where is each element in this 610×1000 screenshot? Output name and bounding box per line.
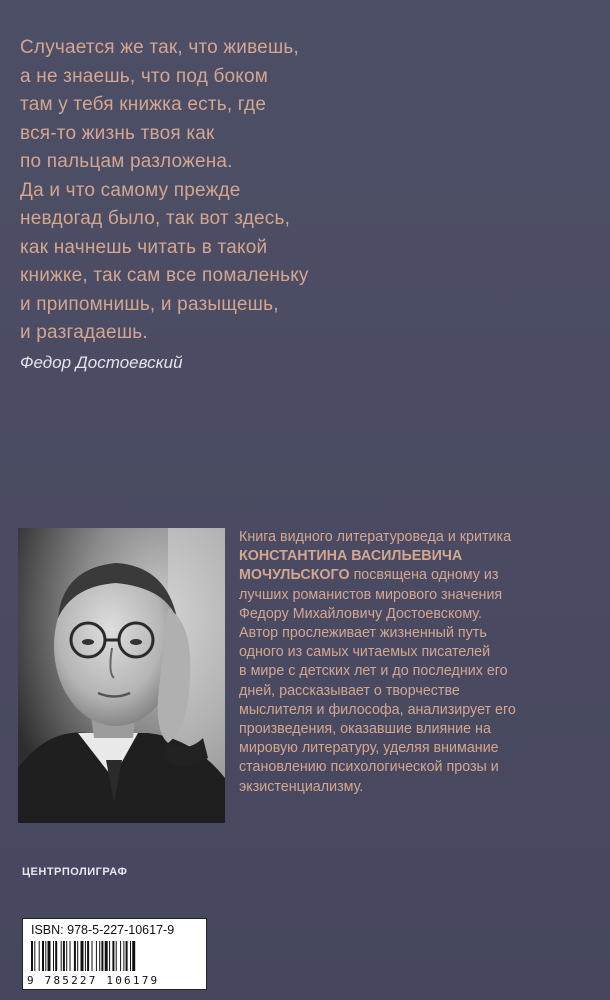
barcode-bar — [74, 941, 76, 971]
quote-line: по пальцам разложена. — [20, 151, 233, 172]
description-line: экзистенциализму. — [239, 778, 364, 795]
quote-line: Да и что самому прежде — [20, 179, 241, 201]
description-line — [239, 547, 599, 566]
barcode-bar — [105, 941, 108, 971]
barcode-bar — [101, 941, 103, 971]
barcode-bar — [77, 941, 78, 971]
quote-line: Случается же так, что живешь, — [20, 37, 299, 58]
quote-line: книжке, так сам все помаленьку — [20, 265, 309, 286]
barcode-bar — [70, 941, 71, 971]
barcode-bar — [53, 941, 54, 971]
barcode-bar — [34, 941, 35, 971]
description-line: в мире с детских лет и до последних его — [239, 663, 508, 680]
barcode-bar — [96, 941, 97, 971]
barcode-bar — [39, 941, 40, 971]
barcode-bar — [92, 941, 93, 971]
barcode-bar — [132, 941, 135, 971]
epigraph-quote — [20, 34, 440, 376]
description-line: одного из самых читаемых писателей — [239, 644, 491, 661]
description-line: становлению психологической прозы и — [239, 759, 499, 776]
book-description — [239, 528, 599, 797]
isbn-label: ISBN: 978-5-227-10617-9 — [31, 923, 175, 937]
barcode-bar — [126, 941, 128, 971]
barcode-bar — [116, 941, 117, 971]
barcode-bars — [29, 941, 201, 977]
quote-line: вся-то жизнь твоя как — [20, 122, 215, 144]
barcode-bar — [123, 941, 124, 971]
quote-line: невдогад было, так вот здесь, — [20, 208, 291, 229]
author-name-bold: КОНСТАНТИНА ВАСИЛЬЕВИЧА — [239, 548, 463, 565]
barcode-bar — [61, 941, 62, 971]
description-line: мировую литературу, уделяя внимание — [239, 740, 499, 757]
isbn-barcode — [22, 918, 207, 990]
description-text: посвящена одному из — [349, 567, 499, 584]
description-line: Федору Михайловичу Достоевскому. — [239, 605, 482, 622]
publisher-logo: ЦЕНТРПОЛИГРАФ — [22, 866, 128, 878]
barcode-bar — [45, 941, 46, 971]
barcode-bar — [85, 941, 86, 971]
barcode-bar — [63, 941, 65, 971]
description-line: Книга видного литературоведа и критика — [239, 529, 512, 545]
barcode-bar — [81, 941, 84, 971]
portrait-photo — [18, 528, 225, 823]
barcode-digits: 9 785227 106179 — [27, 974, 160, 987]
barcode-bar — [31, 941, 33, 971]
author-surname-bold: МОЧУЛЬСКОГО — [239, 567, 350, 584]
description-line — [239, 566, 599, 585]
description-line: мыслителя и философа, анализирует его — [239, 701, 516, 718]
barcode-bar — [87, 941, 89, 971]
barcode-bar — [48, 941, 51, 971]
barcode-bar — [66, 941, 67, 971]
barcode-bar — [55, 941, 57, 971]
quote-line: а не знаешь, что под боком — [20, 65, 269, 87]
quote-line: как начнешь читать в такой — [20, 236, 268, 258]
description-line: Автор прослеживает жизненный путь — [239, 625, 487, 642]
quote-line: там у тебя книжка есть, где — [20, 94, 267, 115]
quote-author: Федор Достоевский — [20, 352, 183, 372]
barcode-bar — [109, 941, 110, 971]
description-line: произведения, оказавшие влияние на — [239, 721, 491, 738]
barcode-bar — [120, 941, 121, 971]
description-line: дней, рассказывает о творчестве — [239, 682, 460, 699]
description-line: лучших романистов мирового значения — [239, 586, 503, 603]
barcode-bar — [112, 941, 114, 971]
barcode-bar — [99, 941, 100, 971]
barcode-bar — [130, 941, 131, 971]
author-portrait — [18, 528, 225, 823]
quote-line: и разгадаешь. — [20, 322, 148, 343]
quote-line: и припомнишь, и разыщешь, — [20, 293, 279, 315]
barcode-bar — [42, 941, 44, 971]
